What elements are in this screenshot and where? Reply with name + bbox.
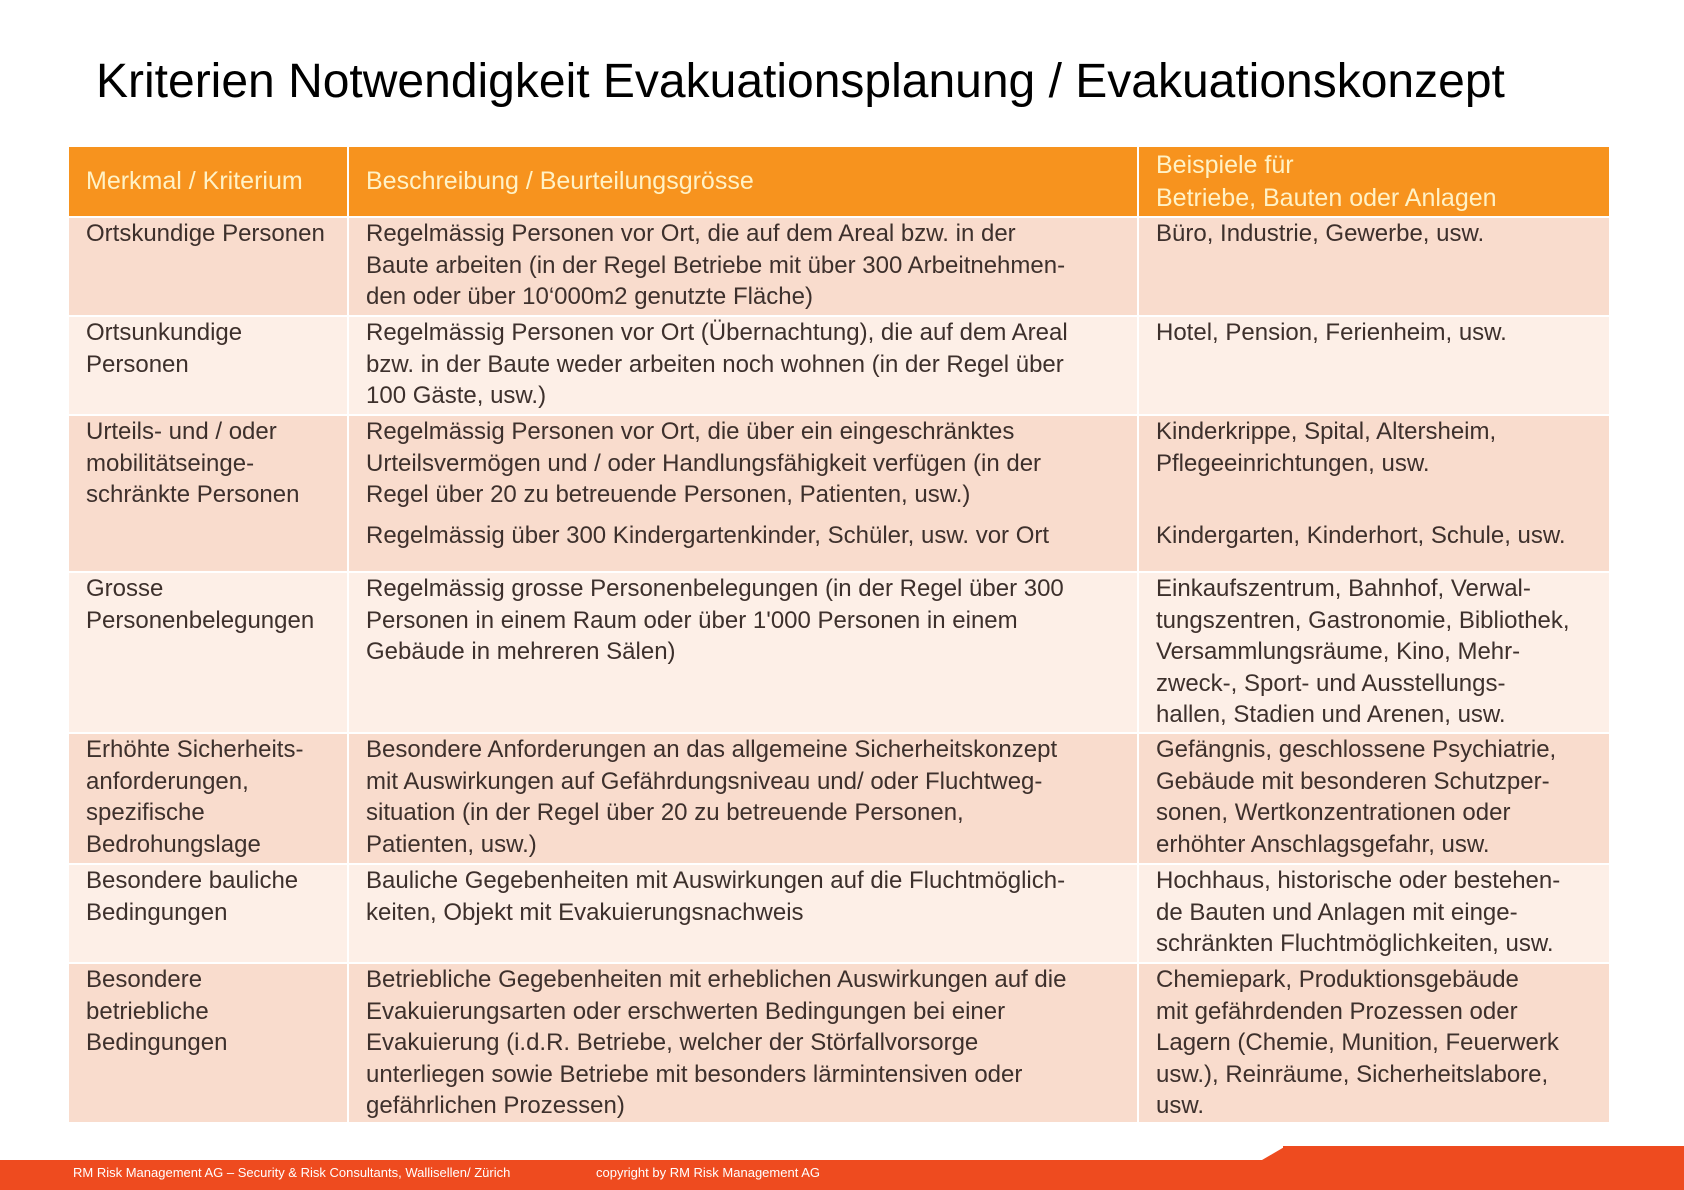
examples-text: sonen, Wertkonzentrationen oder xyxy=(1156,799,1511,826)
table-row xyxy=(69,416,1609,571)
criterion-text: Besondere bauliche xyxy=(86,867,299,894)
footer-copyright: copyright by RM Risk Management AG xyxy=(596,1165,820,1180)
header-description xyxy=(349,147,1137,216)
table-row xyxy=(69,964,1609,1122)
examples-text: mit gefährdenden Prozessen oder xyxy=(1156,997,1518,1025)
description-text: Patienten, usw.) xyxy=(366,830,537,858)
criterion-text: Personenbelegungen xyxy=(86,606,315,634)
description-text: Evakuierung (i.d.R. Betriebe, welcher der Störfallvorsorge xyxy=(366,1029,979,1056)
description-text: Personen in einem Raum oder über 1'000 Personen in einem xyxy=(366,606,1018,634)
examples-text: zweck-, Sport- und Ausstellungs- xyxy=(1156,669,1506,697)
description-cell xyxy=(349,218,1137,315)
table-row xyxy=(69,734,1609,863)
criterion-text: betriebliche xyxy=(86,997,209,1025)
criterion-cell xyxy=(69,416,347,571)
description-cell xyxy=(349,573,1137,732)
table-row xyxy=(69,573,1609,732)
footer-bar-raised xyxy=(1283,1146,1684,1190)
criterion-text: schränkte Personen xyxy=(86,481,300,508)
header-criterion-label: Merkmal / Kriterium xyxy=(86,167,303,195)
examples-text: tungszentren, Gastronomie, Bibliothek, xyxy=(1156,606,1570,634)
criterion-text: Ortskundige Personen xyxy=(86,220,325,247)
examples-text: Einkaufszentrum, Bahnhof, Verwal- xyxy=(1156,575,1531,602)
description-cell xyxy=(349,416,1137,571)
examples-text: Pflegeeinrichtungen, usw. xyxy=(1156,449,1430,477)
criterion-text: Grosse xyxy=(86,575,164,602)
criterion-text: mobilitätseinge- xyxy=(86,449,255,477)
footer-company: RM Risk Management AG – Security & Risk Consultants, Wallisellen/ Zürich xyxy=(73,1165,511,1180)
criterion-cell xyxy=(69,734,347,863)
description-text: Regelmässig Personen vor Ort, die über ein eingeschränktes xyxy=(366,418,1015,445)
description-text: Bauliche Gegebenheiten mit Auswirkungen auf die Fluchtmöglich- xyxy=(366,867,1066,894)
examples-cell xyxy=(1139,573,1609,732)
criterion-text: Bedingungen xyxy=(86,1029,228,1056)
examples-text: de Bauten und Anlagen mit einge- xyxy=(1156,898,1518,926)
criterion-text: Ortsunkundige xyxy=(86,319,243,346)
description-text: Betriebliche Gegebenheiten mit erheblichen Auswirkungen auf die xyxy=(366,966,1067,993)
criterion-text: Urteils- und / oder xyxy=(86,418,277,445)
examples-text: Gebäude mit besonderen Schutzper- xyxy=(1156,767,1550,795)
description-text: Besondere Anforderungen an das allgemeine Sicherheitskonzept xyxy=(366,736,1058,763)
examples-cell xyxy=(1139,865,1609,962)
examples-text: usw. xyxy=(1156,1092,1205,1119)
page-title: Kriterien Notwendigkeit Evakuationsplanung / Evakuationskonzept xyxy=(96,55,1505,108)
table-header-row xyxy=(69,147,1609,216)
criterion-text: Bedingungen xyxy=(86,898,228,926)
description-text: unterliegen sowie Betriebe mit besonders lärmintensiven oder xyxy=(366,1060,1023,1088)
description-text: gefährlichen Prozessen) xyxy=(366,1092,625,1119)
description-text: mit Auswirkungen auf Gefährdungsniveau und/ oder Fluchtweg- xyxy=(366,767,1043,795)
examples-text: Kinderkrippe, Spital, Altersheim, xyxy=(1156,418,1497,445)
description-text: Urteilsvermögen und / oder Handlungsfähigkeit verfügen (in der xyxy=(366,449,1042,477)
description-text: Regelmässig grosse Personenbelegungen (in der Regel über 300 xyxy=(366,575,1064,602)
examples-text: Lagern (Chemie, Munition, Feuerwerk xyxy=(1156,1029,1559,1056)
criterion-cell xyxy=(69,218,347,315)
description-text: keiten, Objekt mit Evakuierungsnachweis xyxy=(366,898,804,926)
table-row xyxy=(69,865,1609,962)
examples-cell xyxy=(1139,416,1609,571)
examples-text: usw.), Reinräume, Sicherheitslabore, xyxy=(1156,1060,1549,1088)
criterion-cell xyxy=(69,964,347,1122)
examples-text: Kindergarten, Kinderhort, Schule, usw. xyxy=(1156,521,1566,549)
description-cell xyxy=(349,865,1137,962)
examples-text: Hochhaus, historische oder bestehen- xyxy=(1156,867,1561,894)
description-cell xyxy=(349,317,1137,414)
criterion-text: Besondere xyxy=(86,966,203,993)
criterion-text: Erhöhte Sicherheits- xyxy=(86,736,304,763)
examples-text: erhöhter Anschlagsgefahr, usw. xyxy=(1156,830,1490,858)
examples-text: Büro, Industrie, Gewerbe, usw. xyxy=(1156,220,1485,247)
criterion-cell xyxy=(69,865,347,962)
description-cell xyxy=(349,734,1137,863)
description-text: Regelmässig über 300 Kindergartenkinder, Schüler, usw. vor Ort xyxy=(366,521,1050,549)
description-text: situation (in der Regel über 20 zu betreuende Personen, xyxy=(366,799,964,826)
table-row xyxy=(69,218,1609,315)
description-text: den oder über 10‘000m2 genutzte Fläche) xyxy=(366,283,813,310)
header-criterion xyxy=(69,147,347,216)
criterion-text: Bedrohungslage xyxy=(86,830,261,858)
description-text: bzw. in der Baute weder arbeiten noch wohnen (in der Regel über xyxy=(366,350,1064,378)
examples-text: schränkten Fluchtmöglichkeiten, usw. xyxy=(1156,930,1554,957)
examples-text: hallen, Stadien und Arenen, usw. xyxy=(1156,701,1506,728)
header-examples xyxy=(1139,147,1609,216)
criterion-cell xyxy=(69,317,347,414)
examples-cell xyxy=(1139,734,1609,863)
header-description-label: Beschreibung / Beurteilungsgrösse xyxy=(366,167,754,195)
examples-text: Gefängnis, geschlossene Psychiatrie, xyxy=(1156,736,1557,763)
header-examples-label-line: Beispiele für xyxy=(1156,151,1294,179)
criterion-text: Personen xyxy=(86,350,189,378)
examples-cell xyxy=(1139,964,1609,1122)
header-examples-label-line: Betriebe, Bauten oder Anlagen xyxy=(1156,184,1497,212)
examples-text: Chemiepark, Produktionsgebäude xyxy=(1156,966,1519,993)
table-row xyxy=(69,317,1609,414)
description-text: Evakuierungsarten oder erschwerten Bedingungen bei einer xyxy=(366,997,1006,1025)
examples-cell xyxy=(1139,218,1609,315)
description-text: Gebäude in mehreren Sälen) xyxy=(366,638,676,665)
examples-text: Versammlungsräume, Kino, Mehr- xyxy=(1156,638,1521,665)
description-cell xyxy=(349,964,1137,1122)
criterion-text: anforderungen, xyxy=(86,767,249,795)
description-text: 100 Gäste, usw.) xyxy=(366,382,547,409)
description-text: Regelmässig Personen vor Ort, die auf dem Areal bzw. in der xyxy=(366,220,1016,247)
criterion-text: spezifische xyxy=(86,799,205,826)
examples-cell xyxy=(1139,317,1609,414)
description-text: Regel über 20 zu betreuende Personen, Patienten, usw.) xyxy=(366,481,971,508)
description-text: Regelmässig Personen vor Ort (Übernachtung), die auf dem Areal xyxy=(366,319,1068,346)
examples-text: Hotel, Pension, Ferienheim, usw. xyxy=(1156,319,1507,346)
criterion-cell xyxy=(69,573,347,732)
description-text: Baute arbeiten (in der Regel Betriebe mit über 300 Arbeitnehmen- xyxy=(366,251,1066,279)
